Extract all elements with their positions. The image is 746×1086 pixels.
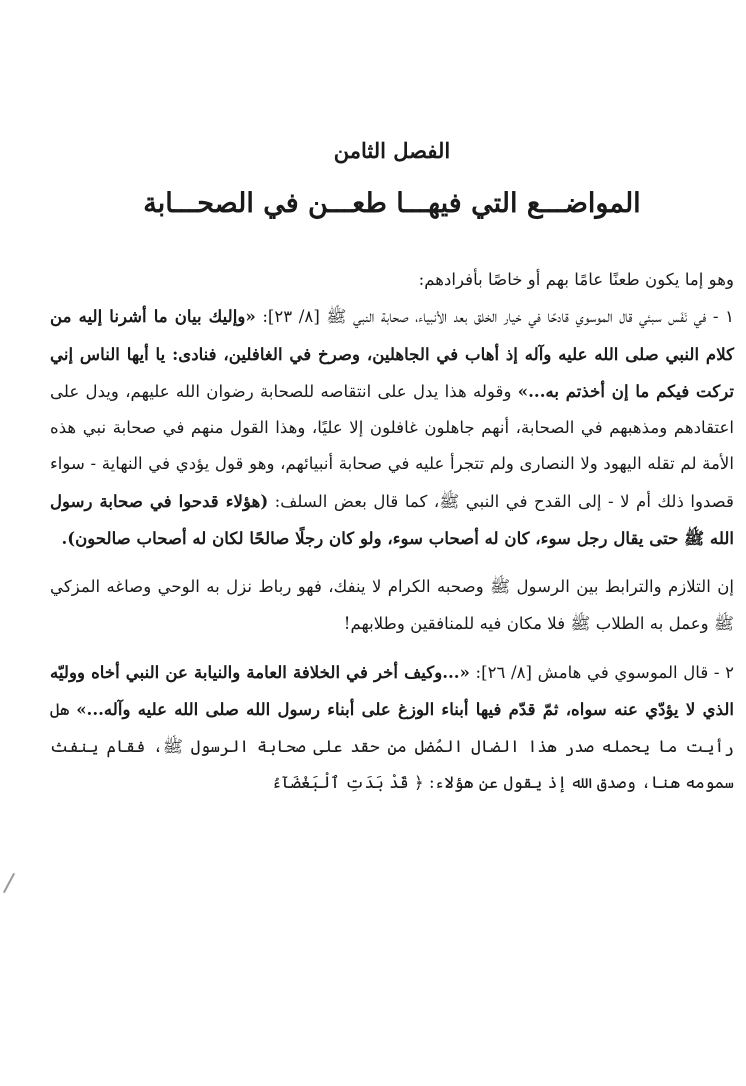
body-text <box>50 262 734 801</box>
paragraph-gap <box>50 642 734 654</box>
paragraph-2: إن التلازم والترابط بين الرسول ﷺ وصحبه الكرام لا ينفك، فهو رباط نزل به الوحي وصاغه المزكي ﷺ وعمل به الطلاب ﷺ فلا مكان فيه للمنافقين وطلابهم! <box>50 577 734 633</box>
margin-pencil-mark <box>3 873 15 893</box>
paragraph-1 <box>50 298 734 557</box>
document-page <box>50 0 734 1086</box>
paragraph-1-body: وقوله هذا يدل على انتقاصه للصحابة رضوان الله عليهم، ويدل على اعتقادهم ومذهبهم في الصحابة، أنهم جاهلون غافلون إلا عليًا، وهذا القول منهم في صحابة نبي هذه الأمة لم تقله اليهود ولا النصارى ولم تتجرأ عليه في صحابة أنبيائهم، وهو قول يؤدي في النهاية - سواء قصدوا ذلك أم لا - إلى القدح في النبي ﷺ، كما قال بعض السلف: <box>50 381 734 511</box>
paragraph-gap <box>50 557 734 569</box>
paragraph-1-quote-salaf: (هؤلاء قدحوا في صحابة رسول الله ﷺ حتى يقال رجل سوء، كان له أصحاب سوء، ولو كان رجلًا صالحًا لكان له أصحاب صالحون). <box>50 490 734 549</box>
intro-paragraph: وهو إما يكون طعنًا عامًا بهم أو خاصًا بأفرادهم: <box>418 270 734 289</box>
chapter-title: المواضـــع التي فيهـــا طعـــن في الصحـــابة <box>143 188 641 219</box>
paragraph-1-lead: ١ - في نَفَس سبئي قال الموسوي قادحًا في خيار الخلق بعد الأنبياء، صحابة النبي ﷺ [٨/ ٢٣]: <box>255 307 734 327</box>
paragraph-3-lead: ٢ - قال الموسوي في هامش [٨/ ٢٦]: <box>469 662 734 682</box>
chapter-label: الفصل الثامن <box>333 138 451 163</box>
paragraph-3-body: هل رأيت ما يحمله صدر هذا الضال المُضل من حقد على صحابة الرسول ﷺ، فقام ينفث سمومه هنا، وصدق الله إذ يقول عن هؤلاء: <box>50 700 734 792</box>
quran-verse: ﴿ قَدْ بَدَتِ ٱلْبَغْضَآءُ <box>271 772 424 792</box>
paragraph-3 <box>50 654 734 801</box>
paragraph-3-quote: «...وكيف أخر في الخلافة العامة والنيابة عن النبي أخاه ووليّه الذي لا يؤدّي عنه سواه، ثمّ قدّم فيها أبناء الوزغ على أبناء رسول الله صلى الله عليه وآله...» <box>50 661 734 720</box>
paragraph-1-quote: «وإليك بيان ما أشرنا إليه من كلام النبي صلى الله عليه وآله إذ أهاب في الجاهلين، وصرخ في الغافلين، فنادى: يا أيها الناس إني تركت فيكم ما إن أخذتم به...» <box>50 306 735 401</box>
